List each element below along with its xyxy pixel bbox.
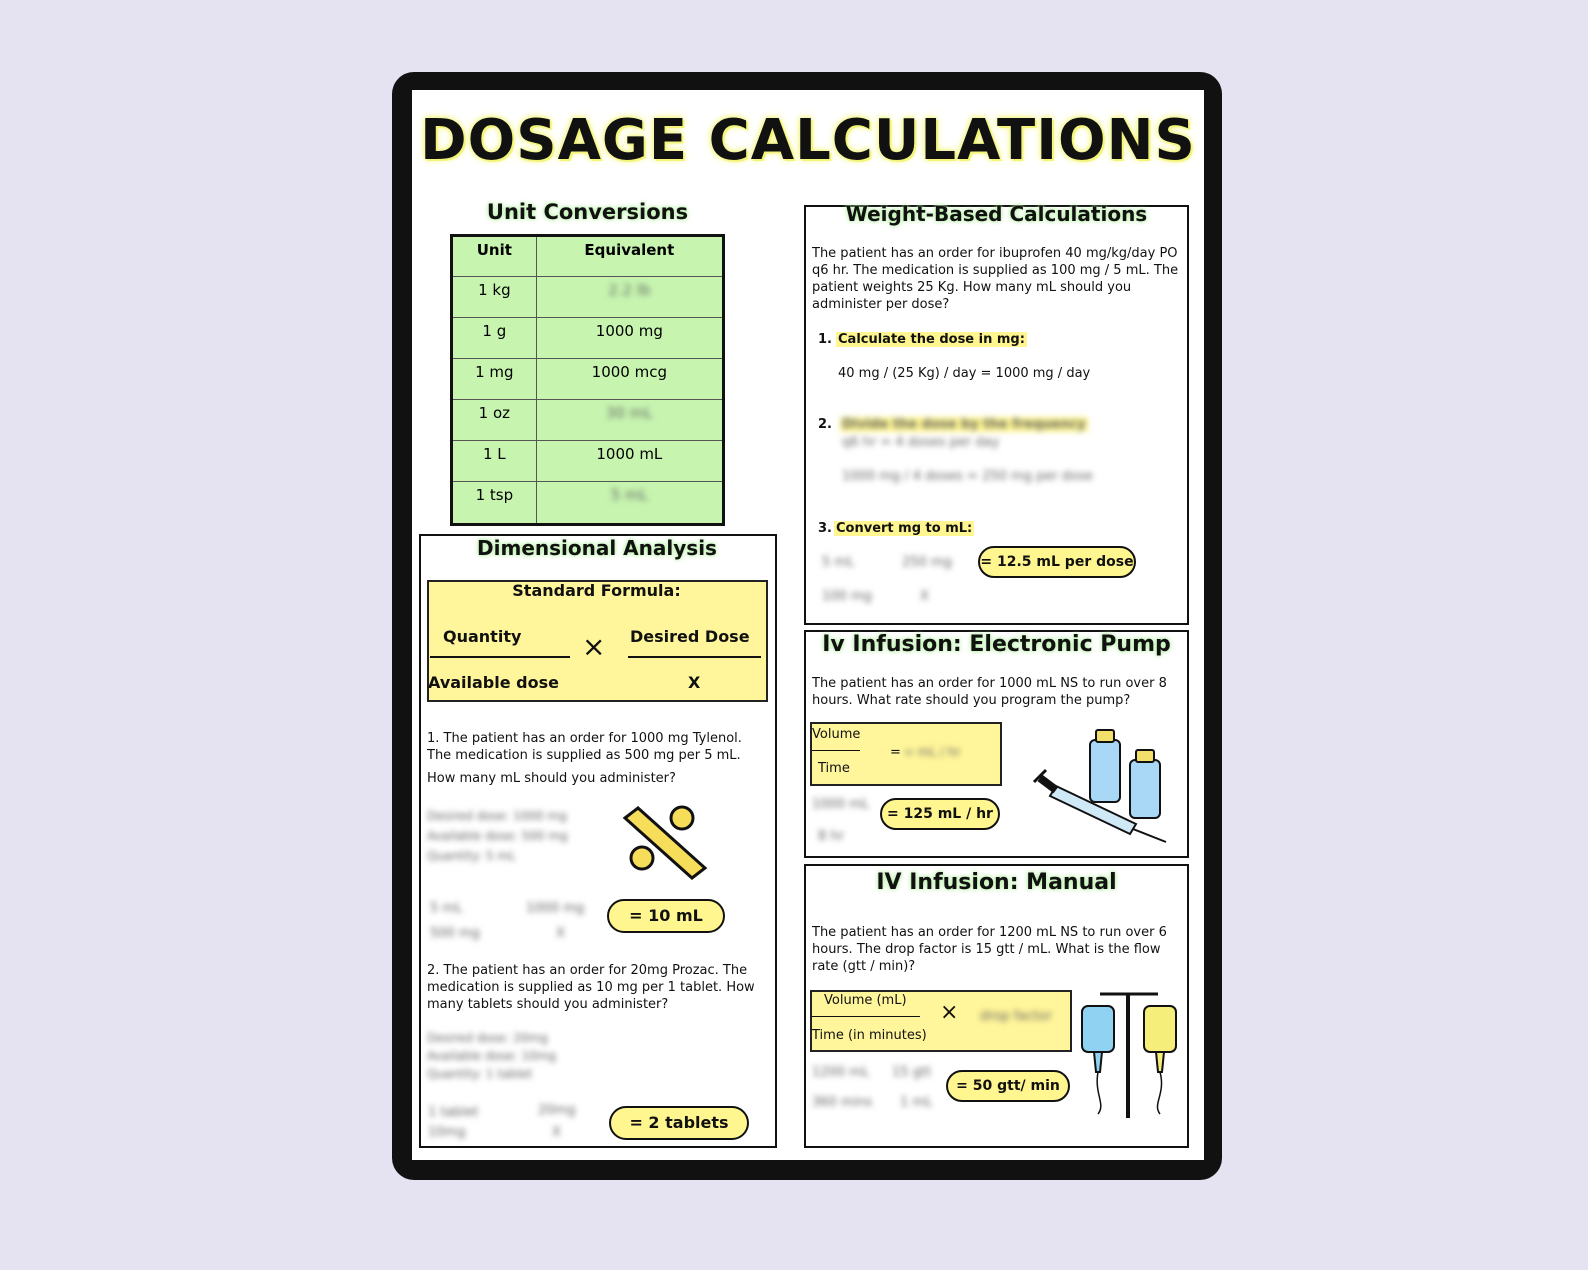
formula-title: Standard Formula: <box>512 581 681 600</box>
q2-frac: 1 tablet <box>428 1105 479 1120</box>
column-header-unit: Unit <box>452 236 537 277</box>
q2-work-line: Quantity: 1 tablet <box>427 1067 533 1081</box>
step-2-work: q6 hr = 4 doses per day <box>842 435 1000 450</box>
manual-answer: = 50 gtt/ min <box>946 1070 1070 1102</box>
unit-cell: 1 oz <box>452 400 537 441</box>
table-row <box>452 482 724 525</box>
table-row <box>452 277 724 318</box>
pump-result: = mL / hr <box>904 745 961 759</box>
q1-work-line: Quantity: 5 mL <box>427 849 516 863</box>
equivalent-cell: 5 mL <box>536 482 723 525</box>
q1-frac: 5 mL <box>430 901 463 916</box>
unit-cell: 1 tsp <box>452 482 537 525</box>
pump-answer: = 125 mL / hr <box>880 798 1000 830</box>
unit-conversion-table <box>450 234 725 526</box>
manual-work: 15 gtt <box>892 1065 932 1080</box>
step-1-work: 40 mg / (25 Kg) / day = 1000 mg / day <box>838 366 1091 381</box>
equivalent-cell: 1000 mcg <box>536 359 723 400</box>
dimensional-analysis-heading: Dimensional Analysis <box>477 536 717 560</box>
unit-cell: 1 g <box>452 318 537 359</box>
q1-frac: 1000 mg <box>526 901 585 916</box>
manual-time: Time (in minutes) <box>812 1028 927 1043</box>
table-row <box>452 400 724 441</box>
unit-cell: 1 L <box>452 441 537 482</box>
unit-cell: 1 kg <box>452 277 537 318</box>
equivalent-cell: 30 mL <box>536 400 723 441</box>
question-1-prompt: How many mL should you administer? <box>427 771 676 786</box>
pump-work: 8 hr <box>818 829 844 844</box>
unit-cell: 1 mg <box>452 359 537 400</box>
equivalent-cell: 2.2 lb <box>536 277 723 318</box>
pump-time: Time <box>818 761 850 776</box>
formula-right-bar <box>628 656 761 658</box>
formula-times: × <box>582 630 606 663</box>
pump-volume: Volume <box>812 727 861 742</box>
manual-volume: Volume (mL) <box>824 993 907 1008</box>
question-1: 1. The patient has an order for 1000 mg Tylenol. The medication is supplied as 500 mg per 5 mL. <box>427 731 742 763</box>
formula-x: X <box>688 673 701 692</box>
step-3-number: 3. <box>818 521 832 536</box>
step-3-frac: 5 mL <box>822 555 855 570</box>
percent-icon <box>620 800 710 880</box>
pump-work: 1000 mL <box>812 797 870 812</box>
weight-based-heading: Weight-Based Calculations <box>845 202 1148 226</box>
q1-frac: 500 mg <box>430 926 480 941</box>
q2-frac: X <box>552 1125 561 1140</box>
equivalent-cell: 1000 mL <box>536 441 723 482</box>
equivalent-cell: 1000 mg <box>536 318 723 359</box>
pump-fraction-bar <box>812 750 860 751</box>
page-title: DOSAGE CALCULATIONS <box>420 108 1196 173</box>
unit-conversions-heading: Unit Conversions <box>486 200 689 224</box>
column-header-equivalent: Equivalent <box>536 236 723 277</box>
step-2-label-wrap <box>840 416 1088 433</box>
table-row <box>452 318 724 359</box>
iv-manual-heading: IV Infusion: Manual <box>876 870 1117 895</box>
question-2: 2. The patient has an order for 20mg Prozac. The medication is supplied as 10 mg per 1 tablet. How many tablets should you administer? <box>427 963 755 1012</box>
q2-answer: = 2 tablets <box>609 1106 749 1140</box>
iv-pump-problem: The patient has an order for 1000 mL NS to run over 8 hours. What rate should you program the pump? <box>812 676 1167 708</box>
step-3-label: Convert mg to mL: <box>836 521 973 536</box>
step-1-number: 1. <box>818 332 832 347</box>
q1-work-line: Available dose: 500 mg <box>427 829 568 843</box>
manual-work: 1 mL <box>900 1095 933 1110</box>
step-3-label-wrap <box>834 520 974 537</box>
q2-frac: 20mg <box>538 1103 576 1118</box>
table-row <box>452 359 724 400</box>
formula-available: Available dose <box>428 673 559 692</box>
manual-times: × <box>940 1000 959 1025</box>
step-3-frac: 100 mg <box>822 589 872 604</box>
iv-manual-problem: The patient has an order for 1200 mL NS to run over 6 hours. The drop factor is 15 gtt / mL. What is the flow rate (gtt / min)? <box>812 925 1167 974</box>
q2-work-line: Available dose: 10mg <box>427 1049 557 1063</box>
formula-desired: Desired Dose <box>630 627 750 646</box>
iv-bags-icon <box>1076 984 1182 1120</box>
pump-equals: = <box>890 745 901 760</box>
step-2-label: Divide the dose by the frequency <box>842 417 1086 432</box>
step-3-frac: X <box>920 589 929 604</box>
q1-work-line: Desired dose: 1000 mg <box>427 809 567 823</box>
q1-frac: X <box>556 926 565 941</box>
q2-work-line: Desired dose: 20mg <box>427 1031 548 1045</box>
syringe-vials-icon <box>1026 726 1176 846</box>
formula-left-bar <box>430 656 570 658</box>
weight-answer: = 12.5 mL per dose <box>978 546 1136 578</box>
formula-quantity: Quantity <box>443 627 522 646</box>
step-2-work: 1000 mg / 4 doses = 250 mg per dose <box>842 469 1093 484</box>
step-2-number: 2. <box>818 417 832 432</box>
manual-work: 1200 mL <box>812 1065 870 1080</box>
weight-problem: The patient has an order for ibuprofen 40 mg/kg/day PO q6 hr. The medication is supplied as 100 mg / 5 mL. The patient weights 25 Kg. How many mL should you administer per dose? <box>812 246 1179 312</box>
iv-pump-heading: Iv Infusion: Electronic Pump <box>822 632 1171 657</box>
step-3-frac: 250 mg <box>902 555 952 570</box>
step-1-label-wrap <box>836 331 1027 348</box>
q1-answer: = 10 mL <box>607 899 725 933</box>
manual-fraction-bar <box>812 1016 920 1017</box>
table-row <box>452 441 724 482</box>
table-header-row <box>452 236 724 277</box>
manual-work: 360 mins <box>812 1095 873 1110</box>
step-1-label: Calculate the dose in mg: <box>838 332 1025 347</box>
q2-frac: 10mg <box>428 1125 466 1140</box>
manual-drop-factor: drop factor <box>980 1009 1052 1024</box>
